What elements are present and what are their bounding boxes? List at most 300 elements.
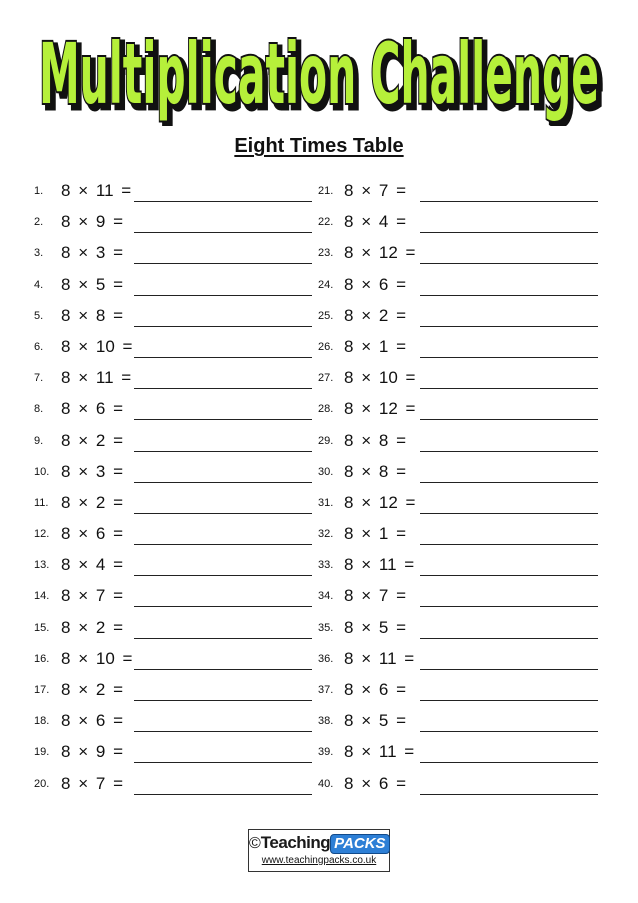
expression-operator: × [361, 181, 372, 200]
expression-operator: × [361, 336, 372, 356]
multiplication-expression [61, 741, 123, 763]
expression-multiplicand: 8 [61, 742, 71, 762]
expression-operator: × [78, 711, 89, 731]
expression-equals: = [113, 555, 124, 575]
expression-multiplier: 11 [378, 555, 397, 575]
expression-multiplier: 2 [95, 430, 106, 450]
expression-multiplier: 6 [378, 680, 389, 699]
expression-operator: × [361, 586, 372, 606]
question-number: 10. [34, 465, 50, 478]
question-number: 13. [34, 559, 50, 572]
expression-equals: = [396, 430, 407, 450]
question-row [318, 211, 598, 242]
question-number: 11. [34, 496, 49, 509]
page-title [0, 14, 638, 126]
expression-multiplier: 1 [378, 336, 389, 356]
multiplication-expression [344, 367, 415, 389]
question-row [34, 367, 312, 398]
multiplication-expression [344, 461, 406, 483]
expression-operator: × [78, 305, 89, 325]
expression-equals: = [113, 461, 124, 481]
expression-equals: = [122, 648, 133, 668]
expression-multiplicand: 8 [344, 492, 354, 512]
logo-wordmark [249, 833, 389, 854]
question-row [318, 554, 598, 585]
expression-operator: × [361, 492, 372, 512]
expression-multiplicand: 8 [344, 524, 354, 544]
answer-line[interactable] [420, 388, 598, 389]
expression-multiplicand: 8 [344, 742, 354, 762]
expression-multiplicand: 8 [61, 555, 71, 575]
expression-operator: × [361, 555, 372, 575]
question-row [34, 554, 312, 585]
question-number: 22. [318, 216, 334, 229]
expression-multiplier: 11 [378, 648, 397, 668]
brand-teaching: Teaching [260, 833, 331, 852]
answer-line[interactable] [420, 482, 598, 483]
expression-equals: = [113, 305, 124, 325]
expression-equals: = [113, 617, 124, 637]
multiplication-expression [61, 305, 123, 327]
multiplication-expression [61, 648, 132, 670]
question-number: 34. [318, 590, 334, 603]
question-number: 2. [34, 216, 44, 229]
title-text: Multiplication Challenge [39, 25, 599, 123]
expression-multiplier: 12 [378, 399, 398, 419]
answer-line[interactable] [134, 263, 312, 264]
expression-multiplicand: 8 [61, 274, 71, 294]
expression-multiplicand: 8 [344, 181, 354, 200]
question-row [34, 617, 312, 648]
expression-operator: × [361, 680, 372, 699]
question-number: 7. [34, 372, 44, 385]
question-row [318, 492, 598, 523]
question-number: 30. [318, 465, 334, 478]
multiplication-expression [61, 398, 123, 420]
expression-equals: = [396, 524, 407, 544]
question-row [318, 274, 598, 305]
multiplication-expression [61, 523, 123, 545]
question-number: 8. [34, 403, 44, 416]
expression-operator: × [361, 617, 372, 637]
answer-line[interactable] [134, 482, 312, 483]
expression-operator: × [78, 555, 89, 575]
expression-multiplicand: 8 [344, 430, 354, 450]
multiplication-expression [61, 617, 123, 639]
expression-multiplier: 6 [378, 773, 389, 793]
question-row [34, 461, 312, 492]
expression-operator: × [78, 773, 89, 793]
question-row [34, 710, 312, 741]
answer-line[interactable] [134, 451, 312, 452]
expression-multiplier: 12 [378, 243, 398, 263]
expression-multiplier: 5 [95, 274, 106, 294]
multiplication-expression [344, 741, 414, 763]
multiplication-expression [61, 242, 123, 264]
question-row [34, 180, 312, 211]
expression-equals: = [396, 586, 407, 606]
teachingpacks-logo [248, 829, 390, 872]
answer-line[interactable] [134, 295, 312, 296]
multiplication-expression [344, 211, 406, 233]
answer-line[interactable] [134, 638, 312, 639]
question-row [34, 305, 312, 336]
multiplication-expression [61, 180, 131, 202]
expression-operator: × [361, 243, 372, 263]
expression-operator: × [361, 524, 372, 544]
question-row [34, 648, 312, 679]
expression-multiplicand: 8 [61, 586, 71, 606]
expression-operator: × [361, 399, 372, 419]
expression-equals: = [396, 181, 407, 200]
expression-multiplier: 11 [95, 368, 114, 388]
answer-line[interactable] [134, 794, 312, 795]
expression-multiplier: 10 [95, 648, 115, 668]
expression-operator: × [78, 680, 89, 699]
brand-packs: PACKS [330, 834, 389, 854]
question-number: 17. [34, 684, 50, 696]
expression-equals: = [122, 336, 133, 356]
expression-operator: × [361, 430, 372, 450]
expression-equals: = [113, 680, 124, 699]
expression-multiplier: 3 [95, 243, 106, 263]
expression-equals: = [396, 617, 407, 637]
question-row [34, 398, 312, 429]
multiplication-expression [344, 242, 415, 264]
expression-multiplicand: 8 [344, 461, 354, 481]
question-number: 9. [34, 434, 44, 447]
expression-equals: = [113, 524, 124, 544]
question-row [34, 336, 312, 367]
answer-line[interactable] [420, 513, 598, 514]
question-number: 4. [34, 278, 44, 291]
expression-operator: × [78, 492, 89, 512]
question-number: 23. [318, 247, 334, 260]
expression-multiplicand: 8 [344, 305, 354, 325]
expression-equals: = [405, 243, 416, 263]
expression-multiplier: 6 [95, 711, 106, 731]
question-number: 39. [318, 746, 334, 759]
expression-multiplicand: 8 [61, 461, 71, 481]
worksheet-subtitle [0, 134, 638, 158]
answer-line[interactable] [420, 451, 598, 452]
question-number: 40. [318, 777, 334, 790]
expression-multiplier: 11 [95, 181, 114, 200]
question-number: 6. [34, 340, 44, 353]
question-row [34, 585, 312, 616]
answer-line[interactable] [420, 762, 598, 763]
multiplication-expression [61, 461, 123, 483]
subtitle-text: Eight Times Table [234, 135, 404, 157]
expression-equals: = [404, 648, 415, 668]
multiplication-expression [61, 492, 123, 514]
expression-multiplicand: 8 [344, 368, 354, 388]
question-row [318, 710, 598, 741]
question-number: 18. [34, 715, 50, 728]
answer-line[interactable] [420, 326, 598, 327]
answer-line[interactable] [420, 232, 598, 233]
question-row [318, 741, 598, 772]
multiplication-expression [344, 398, 415, 420]
expression-multiplicand: 8 [61, 336, 71, 356]
question-row [34, 242, 312, 273]
answer-line[interactable] [134, 606, 312, 607]
expression-multiplier: 12 [378, 492, 398, 512]
multiplication-expression [344, 773, 406, 795]
expression-multiplicand: 8 [344, 680, 354, 699]
expression-operator: × [78, 399, 89, 419]
question-row [34, 679, 312, 710]
multiplication-expression [344, 617, 406, 639]
question-row [318, 773, 598, 804]
expression-multiplicand: 8 [61, 680, 71, 699]
multiplication-expression [344, 585, 406, 607]
expression-multiplicand: 8 [61, 305, 71, 325]
expression-operator: × [78, 524, 89, 544]
question-number: 29. [318, 434, 334, 447]
expression-multiplicand: 8 [61, 711, 71, 731]
answer-line[interactable] [420, 669, 598, 670]
expression-equals: = [113, 773, 124, 793]
expression-equals: = [113, 430, 124, 450]
question-row [318, 617, 598, 648]
expression-equals: = [113, 492, 124, 512]
question-row [34, 492, 312, 523]
expression-multiplier: 11 [378, 742, 397, 762]
expression-equals: = [396, 711, 407, 731]
expression-multiplicand: 8 [61, 524, 71, 544]
question-number: 38. [318, 715, 334, 728]
expression-multiplicand: 8 [344, 586, 354, 606]
expression-equals: = [405, 492, 416, 512]
question-number: 1. [34, 185, 44, 197]
question-row [318, 461, 598, 492]
question-number: 21. [318, 185, 334, 197]
answer-line[interactable] [420, 295, 598, 296]
answer-line[interactable] [420, 638, 598, 639]
expression-multiplicand: 8 [61, 492, 71, 512]
answer-line[interactable] [420, 794, 598, 795]
question-number: 36. [318, 652, 334, 665]
answer-line[interactable] [134, 544, 312, 545]
question-row [318, 336, 598, 367]
answer-line[interactable] [134, 575, 312, 576]
expression-equals: = [396, 212, 407, 232]
question-row [318, 430, 598, 461]
answer-line[interactable] [420, 575, 598, 576]
answer-line[interactable] [134, 731, 312, 732]
answer-line[interactable] [134, 762, 312, 763]
answer-line[interactable] [134, 201, 312, 202]
expression-multiplicand: 8 [61, 399, 71, 419]
expression-multiplier: 9 [95, 742, 106, 762]
expression-multiplicand: 8 [344, 555, 354, 575]
expression-multiplier: 6 [95, 524, 106, 544]
expression-multiplicand: 8 [344, 711, 354, 731]
expression-multiplier: 10 [95, 336, 115, 356]
answer-line[interactable] [134, 419, 312, 420]
multiplication-expression [344, 554, 414, 576]
question-row [34, 211, 312, 242]
expression-multiplicand: 8 [61, 368, 71, 388]
question-number: 24. [318, 278, 334, 291]
answer-line[interactable] [134, 513, 312, 514]
question-number: 19. [34, 746, 50, 759]
expression-equals: = [405, 368, 416, 388]
multiplication-expression [344, 305, 406, 327]
multiplication-expression [344, 523, 406, 545]
expression-multiplicand: 8 [344, 648, 354, 668]
expression-operator: × [78, 648, 89, 668]
expression-multiplier: 9 [95, 212, 106, 232]
question-row [318, 398, 598, 429]
answer-line[interactable] [420, 544, 598, 545]
multiplication-expression [61, 679, 123, 701]
expression-operator: × [361, 212, 372, 232]
expression-operator: × [78, 181, 89, 200]
expression-operator: × [78, 243, 89, 263]
expression-multiplier: 8 [95, 305, 106, 325]
expression-multiplicand: 8 [61, 430, 71, 450]
expression-equals: = [405, 399, 416, 419]
expression-operator: × [361, 461, 372, 481]
expression-multiplicand: 8 [61, 243, 71, 263]
expression-equals: = [121, 181, 132, 200]
question-row [318, 648, 598, 679]
expression-multiplier: 2 [95, 680, 106, 699]
expression-multiplier: 10 [378, 368, 398, 388]
question-row [318, 679, 598, 710]
question-row [34, 773, 312, 804]
answer-line[interactable] [420, 263, 598, 264]
question-number: 25. [318, 309, 334, 322]
expression-equals: = [404, 742, 415, 762]
expression-multiplier: 4 [378, 212, 389, 232]
expression-multiplicand: 8 [61, 212, 71, 232]
multiplication-expression [344, 180, 406, 202]
answer-line[interactable] [134, 232, 312, 233]
multiplication-expression [344, 336, 406, 358]
question-number: 15. [34, 621, 50, 634]
multiplication-expression [61, 773, 123, 795]
expression-equals: = [113, 586, 124, 606]
question-row [34, 430, 312, 461]
title-shadow: Multiplication Challenge [43, 29, 603, 126]
question-row [318, 180, 598, 211]
expression-operator: × [78, 617, 89, 637]
expression-operator: × [361, 711, 372, 731]
answer-line[interactable] [134, 388, 312, 389]
expression-multiplier: 7 [95, 773, 106, 793]
expression-operator: × [78, 742, 89, 762]
expression-equals: = [404, 555, 415, 575]
expression-operator: × [78, 212, 89, 232]
expression-operator: × [78, 336, 89, 356]
answer-line[interactable] [420, 700, 598, 701]
expression-equals: = [113, 212, 124, 232]
question-number: 16. [34, 652, 50, 665]
expression-multiplier: 6 [378, 274, 389, 294]
expression-multiplicand: 8 [344, 336, 354, 356]
expression-operator: × [361, 274, 372, 294]
expression-multiplicand: 8 [344, 212, 354, 232]
answer-line[interactable] [134, 669, 312, 670]
question-number: 32. [318, 528, 334, 541]
expression-multiplier: 1 [378, 524, 389, 544]
expression-equals: = [113, 399, 124, 419]
expression-operator: × [78, 586, 89, 606]
question-number: 27. [318, 372, 334, 385]
answer-line[interactable] [420, 419, 598, 420]
expression-multiplicand: 8 [344, 617, 354, 637]
answer-line[interactable] [420, 201, 598, 202]
expression-multiplier: 8 [378, 430, 389, 450]
question-number: 35. [318, 621, 334, 634]
expression-operator: × [361, 368, 372, 388]
expression-equals: = [113, 742, 124, 762]
multiplication-expression [344, 430, 406, 452]
expression-operator: × [361, 742, 372, 762]
question-row [318, 305, 598, 336]
expression-multiplicand: 8 [61, 181, 71, 200]
question-row [34, 523, 312, 554]
question-number: 20. [34, 777, 50, 790]
answer-line[interactable] [420, 606, 598, 607]
question-number: 5. [34, 309, 44, 322]
expression-multiplicand: 8 [344, 243, 354, 263]
website-url[interactable]: www.teachingpacks.co.uk [261, 855, 377, 866]
expression-equals: = [396, 305, 407, 325]
answer-line[interactable] [134, 326, 312, 327]
question-row [318, 585, 598, 616]
question-number: 28. [318, 403, 334, 416]
expression-multiplier: 7 [378, 586, 389, 606]
expression-multiplicand: 8 [61, 617, 71, 637]
expression-multiplicand: 8 [344, 399, 354, 419]
answer-line[interactable] [134, 357, 312, 358]
expression-operator: × [361, 773, 372, 793]
multiplication-expression [344, 648, 414, 670]
expression-multiplier: 7 [378, 181, 389, 200]
expression-multiplier: 8 [378, 461, 389, 481]
expression-equals: = [396, 336, 407, 356]
questions-column-left [34, 180, 312, 804]
answer-line[interactable] [420, 731, 598, 732]
multiplication-expression [344, 710, 406, 732]
multiplication-expression [61, 211, 123, 233]
expression-equals: = [396, 680, 407, 699]
multiplication-expression [61, 585, 123, 607]
question-number: 3. [34, 247, 44, 260]
expression-multiplier: 7 [95, 586, 106, 606]
multiplication-expression [344, 492, 415, 514]
answer-line[interactable] [134, 700, 312, 701]
expression-multiplier: 4 [95, 555, 106, 575]
multiplication-expression [61, 554, 123, 576]
expression-equals: = [121, 368, 132, 388]
expression-multiplicand: 8 [344, 274, 354, 294]
multiplication-expression [61, 430, 123, 452]
question-row [34, 274, 312, 305]
question-row [318, 367, 598, 398]
expression-operator: × [78, 461, 89, 481]
multiplication-expression [61, 367, 131, 389]
expression-equals: = [396, 773, 407, 793]
answer-line[interactable] [420, 357, 598, 358]
expression-multiplier: 3 [95, 461, 106, 481]
copyright-symbol: © [249, 835, 261, 852]
expression-multiplicand: 8 [61, 773, 71, 793]
